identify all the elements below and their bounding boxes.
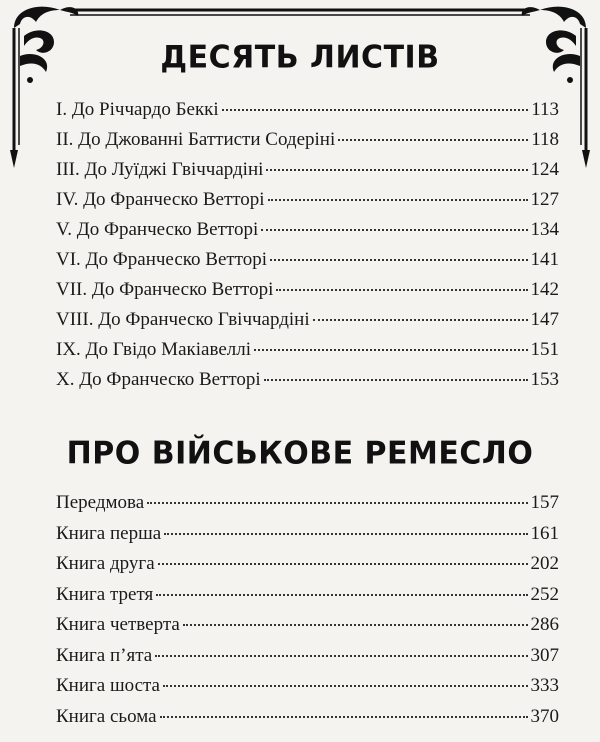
leader-dots [338,138,528,141]
toc-entry-title: Книга сьома [56,705,157,727]
toc-entry-title: Книга перша [56,522,162,544]
toc-entry-title: IX. До Гвідо Макіавеллі [56,339,251,360]
toc-entry-title: Книга друга [56,553,155,574]
leader-dots [313,318,528,321]
toc-entry-page: 161 [530,522,559,544]
section-title-ten-letters: ДЕСЯТЬ ЛИСТІВ [160,39,440,76]
leader-dots [155,654,527,657]
toc-entry-page: 142 [530,279,559,300]
toc-entry[interactable] [56,580,559,611]
toc-entry-title: VI. До Франческо Ветторі [56,249,268,270]
toc-entry[interactable] [56,641,559,672]
leader-dots [276,288,527,291]
toc-entry[interactable] [56,365,559,395]
toc-entry[interactable] [56,549,559,580]
leader-dots [266,168,527,171]
toc-entry-title: III. До Луїджі Гвіччардіні [56,159,264,180]
toc-entry[interactable] [56,488,559,519]
leader-dots [264,378,528,381]
toc-entry-title: VII. До Франческо Ветторі [56,279,274,300]
toc-entry-page: 307 [530,644,559,666]
toc-entry[interactable] [56,702,559,733]
toc-entry-page: 113 [531,99,559,120]
toc-entry-title: X. До Франческо Ветторі [56,369,261,390]
toc-entry-title: Книга третя [56,583,154,605]
toc-entry[interactable] [56,335,559,365]
leader-dots [268,198,528,201]
toc-entry-page: 124 [530,159,559,180]
toc-entry[interactable] [56,245,559,275]
toc-entry[interactable] [56,185,559,215]
toc-entry-title: V. До Франческо Ветторі [56,219,259,240]
toc-entry-page: 151 [530,339,559,360]
leader-dots [160,715,528,718]
leader-dots [254,348,528,351]
toc-entry-page: 370 [530,705,559,727]
toc-entry-page: 127 [530,189,559,210]
toc-entry-page: 141 [530,249,559,270]
toc-entry-page: 153 [530,369,559,390]
toc-entry-page: 202 [530,553,559,574]
toc-entry-title: Передмова [56,492,145,513]
leader-dots [147,501,527,504]
toc-entry-title: II. До Джованні Баттисти Содеріні [56,129,336,150]
toc-entry-title: IV. До Франческо Ветторі [56,189,265,210]
toc-entry-page: 147 [530,309,559,330]
toc-entry-page: 286 [530,614,559,635]
toc-entry-page: 134 [530,219,559,240]
toc-entry[interactable] [56,610,559,641]
toc-entry[interactable] [56,125,559,155]
toc-entry-title: VIII. До Франческо Гвіччардіні [56,309,310,330]
toc-list-art-of-war [56,488,559,732]
leader-dots [158,562,528,565]
toc-entry-title: Книга четверта [56,614,180,635]
leader-dots [270,258,527,261]
leader-dots [261,228,527,231]
toc-entry-page: 252 [530,583,559,605]
toc-entry-page: 333 [530,675,559,696]
toc-entry-title: Книга п’ята [56,644,153,666]
toc-entry-page: 157 [530,492,559,513]
toc-list-ten-letters [56,95,559,395]
leader-dots [183,623,528,626]
toc-entry[interactable] [56,519,559,550]
toc-entry[interactable] [56,95,559,125]
leader-dots [156,593,527,596]
leader-dots [164,532,527,535]
toc-entry[interactable] [56,671,559,702]
leader-dots [163,684,528,687]
toc-entry[interactable] [56,305,559,335]
toc-entry-page: 118 [531,129,559,150]
leader-dots [222,108,529,111]
toc-entry[interactable] [56,155,559,185]
toc-entry[interactable] [56,215,559,245]
toc-entry-title: I. До Річчардо Беккі [56,99,219,120]
toc-entry[interactable] [56,275,559,305]
section-title-art-of-war: ПРО ВІЙСЬКОВЕ РЕМЕСЛО [66,435,534,472]
toc-entry-title: Книга шоста [56,675,160,696]
